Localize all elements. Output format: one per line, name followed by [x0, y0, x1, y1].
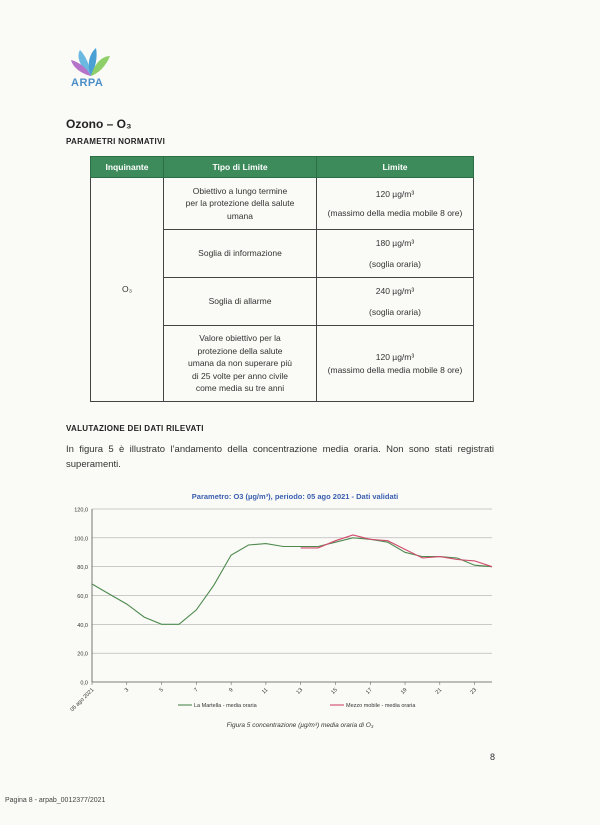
x-tick-label: 19	[399, 687, 409, 696]
legend-label: La Martella - media oraria	[194, 703, 257, 709]
limite-value: 240 µg/m³	[375, 286, 415, 296]
header-inquinante: Inquinante	[91, 157, 164, 178]
tipo-line: umana	[227, 210, 253, 221]
tipo-cell	[164, 230, 317, 278]
x-tick-label: 7	[193, 687, 200, 694]
chart-title: Parametro: O3 (µg/m³), periodo: 05 ago 2021 - Dati validati	[191, 492, 399, 501]
figure-caption: Figura 5 concentrazione (µg/m³) media oraria di O₃	[226, 722, 374, 729]
limite-note: (massimo della media mobile 8 ore)	[327, 207, 463, 218]
limite-cell	[317, 278, 474, 326]
logo-text: ARPA	[71, 77, 104, 89]
tipo-line: per la protezione della salute	[185, 198, 295, 209]
x-tick-label: 3	[123, 687, 131, 694]
y-tick-label: 120,0	[74, 507, 88, 514]
y-tick-label: 20,0	[77, 651, 88, 658]
section-heading: Ozono – O₃	[66, 117, 132, 131]
x-tick-label: 9	[228, 687, 235, 694]
y-tick-label: 40,0	[77, 622, 88, 629]
tipo-line: Soglia di informazione	[198, 248, 282, 259]
tipo-cell	[164, 326, 317, 402]
y-tick-label: 0,0	[80, 680, 88, 687]
tipo-cell	[164, 278, 317, 326]
series-line-1	[92, 538, 492, 625]
page-footer: Pagina 8 - arpab_0012377/2021	[5, 797, 106, 804]
limite-cell	[317, 178, 474, 230]
pollutant-cell: O₃	[91, 178, 164, 402]
tipo-line: Valore obiettivo per la	[199, 333, 281, 344]
limite-cell	[317, 326, 474, 402]
x-tick-label: 21	[434, 687, 444, 696]
table-header-row	[91, 157, 474, 178]
limite-value: 180 µg/m³	[375, 238, 415, 248]
x-tick-label: 05 ago 2021	[69, 687, 96, 714]
header-tipo-limite: Tipo di Limite	[164, 157, 317, 178]
limite-note: (soglia oraria)	[369, 306, 421, 317]
x-tick-label: 17	[365, 687, 374, 696]
tipo-line: protezione della salute	[197, 345, 283, 356]
tipo-line: di 25 volte per anno civile	[192, 370, 288, 381]
x-tick-label: 5	[158, 687, 165, 694]
evaluation-heading: VALUTAZIONE DEI DATI RILEVATI	[66, 424, 204, 433]
limite-cell	[317, 230, 474, 278]
series-line-2	[301, 535, 492, 567]
x-tick-label: 23	[469, 687, 479, 696]
o3-line-chart	[60, 487, 500, 715]
tipo-line: Obiettivo a lungo termine	[192, 185, 288, 196]
tipo-cell	[164, 178, 317, 230]
limite-note: (massimo della media mobile 8 ore)	[327, 364, 463, 375]
limite-value: 120 µg/m³	[375, 189, 415, 199]
tipo-line: umana da non superare più	[188, 358, 292, 369]
page-number: 8	[490, 752, 496, 762]
x-tick-label: 15	[330, 687, 339, 696]
header-limite: Limite	[317, 157, 474, 178]
x-tick-label: 13	[295, 687, 305, 696]
table-row	[91, 178, 474, 230]
x-tick-label: 11	[261, 687, 270, 696]
limits-table	[90, 156, 474, 402]
y-tick-label: 60,0	[77, 594, 88, 600]
section-subheading: PARAMETRI NORMATIVI	[66, 137, 166, 146]
y-tick-label: 80,0	[77, 565, 88, 572]
evaluation-paragraph: In figura 5 è illustrato l’andamento della concentrazione media oraria. Non sono stati registrati superamenti.	[66, 444, 494, 470]
legend-label: Mezzo mobile - media oraria	[346, 703, 416, 709]
tipo-line: Soglia di allarme	[208, 296, 272, 307]
limite-value: 120 µg/m³	[375, 352, 415, 362]
y-tick-label: 100,0	[74, 536, 88, 543]
limite-note: (soglia oraria)	[369, 258, 421, 269]
tipo-line: come media su tre anni	[195, 383, 285, 394]
